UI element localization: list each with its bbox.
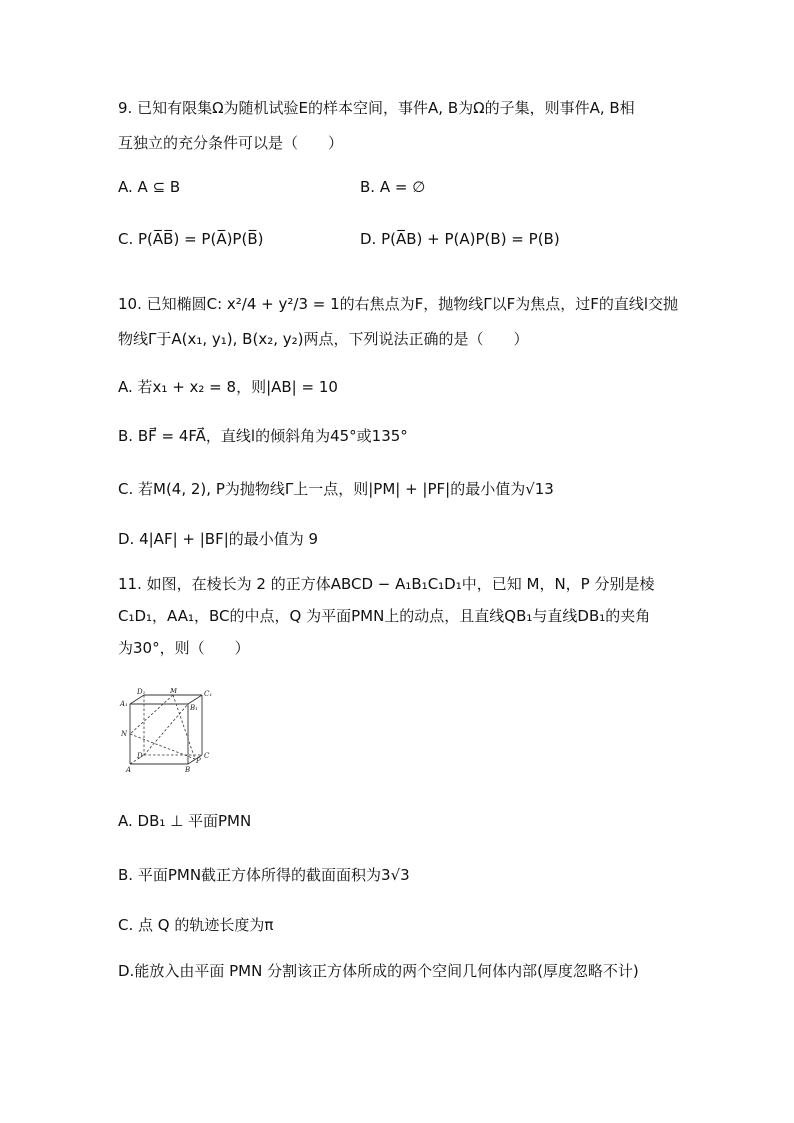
q10-option-d: D. 4|AF| + |BF|的最小值为 9 (118, 530, 319, 548)
label-m: M (170, 688, 178, 695)
q11-option-b: B. 平面PMN截正方体所得的截面面积为3√3 (118, 866, 410, 884)
q9-stem-line2: 互独立的充分条件可以是（ ） (118, 134, 344, 152)
label-c1: C₁ (204, 690, 213, 698)
segment-m-n (130, 695, 173, 734)
label-d: D (137, 752, 143, 760)
label-a1: A₁ (120, 700, 128, 708)
q9-option-b: B. A = ∅ (360, 178, 426, 196)
q11-option-c: C. 点 Q 的轨迹长度为π (118, 916, 274, 934)
q9-option-d: D. P(A̅B) + P(A)P(B) = P(B) (360, 230, 560, 248)
label-c: C (204, 752, 210, 760)
q10-option-a: A. 若x₁ + x₂ = 8，则|AB| = 10 (118, 378, 338, 396)
q10-stem-line1: 10. 已知椭圆C: x²/4 + y²/3 = 1的右焦点为F，抛物线Γ以F为焦点，过F的直线l交抛 (118, 295, 679, 313)
edge-a1-d1 (130, 695, 144, 704)
q11-stem-line3: 为30°，则（ ） (118, 639, 250, 657)
edge-b1-c1 (188, 695, 202, 704)
q9-option-a: A. A ⊆ B (118, 178, 181, 196)
q10-option-c: C. 若M(4, 2), P为抛物线Γ上一点，则|PM| + |PF|的最小值为√13 (118, 480, 554, 498)
q11-stem-line1: 11. 如图，在棱长为 2 的正方体ABCD − A₁B₁C₁D₁中，已知 M，N，P 分别是棱 (118, 575, 655, 593)
label-b: B (185, 766, 191, 774)
label-n: N (121, 730, 128, 738)
q11-option-a: A. DB₁ ⊥ 平面PMN (118, 812, 252, 830)
segment-d-b1 (144, 704, 188, 755)
label-p: P (196, 757, 201, 765)
cube-diagram (118, 688, 218, 774)
q9-stem-line1: 9. 已知有限集Ω为随机试验E的样本空间，事件A, B为Ω的子集，则事件A, B相 (118, 99, 635, 117)
q11-option-d: D.能放入由平面 PMN 分割该正方体所成的两个空间几何体内部(厚度忽略不计) (118, 962, 639, 980)
q9-option-c: C. P(A̅B̅) = P(A̅)P(B̅) (118, 230, 264, 248)
q10-option-b: B. BF⃗ = 4FA⃗，直线l的倾斜角为45°或135° (118, 427, 408, 445)
label-d1: D₁ (137, 688, 146, 696)
label-b1: B₁ (190, 704, 198, 712)
cube-figure (118, 688, 218, 774)
label-a: A (126, 766, 132, 774)
q10-stem-line2: 物线Γ于A(x₁, y₁), B(x₂, y₂)两点，下列说法正确的是（ ） (118, 330, 529, 348)
q11-stem-line2: C₁D₁，AA₁，BC的中点，Q 为平面PMN上的动点，且直线QB₁与直线DB₁的夹角 (118, 607, 651, 625)
